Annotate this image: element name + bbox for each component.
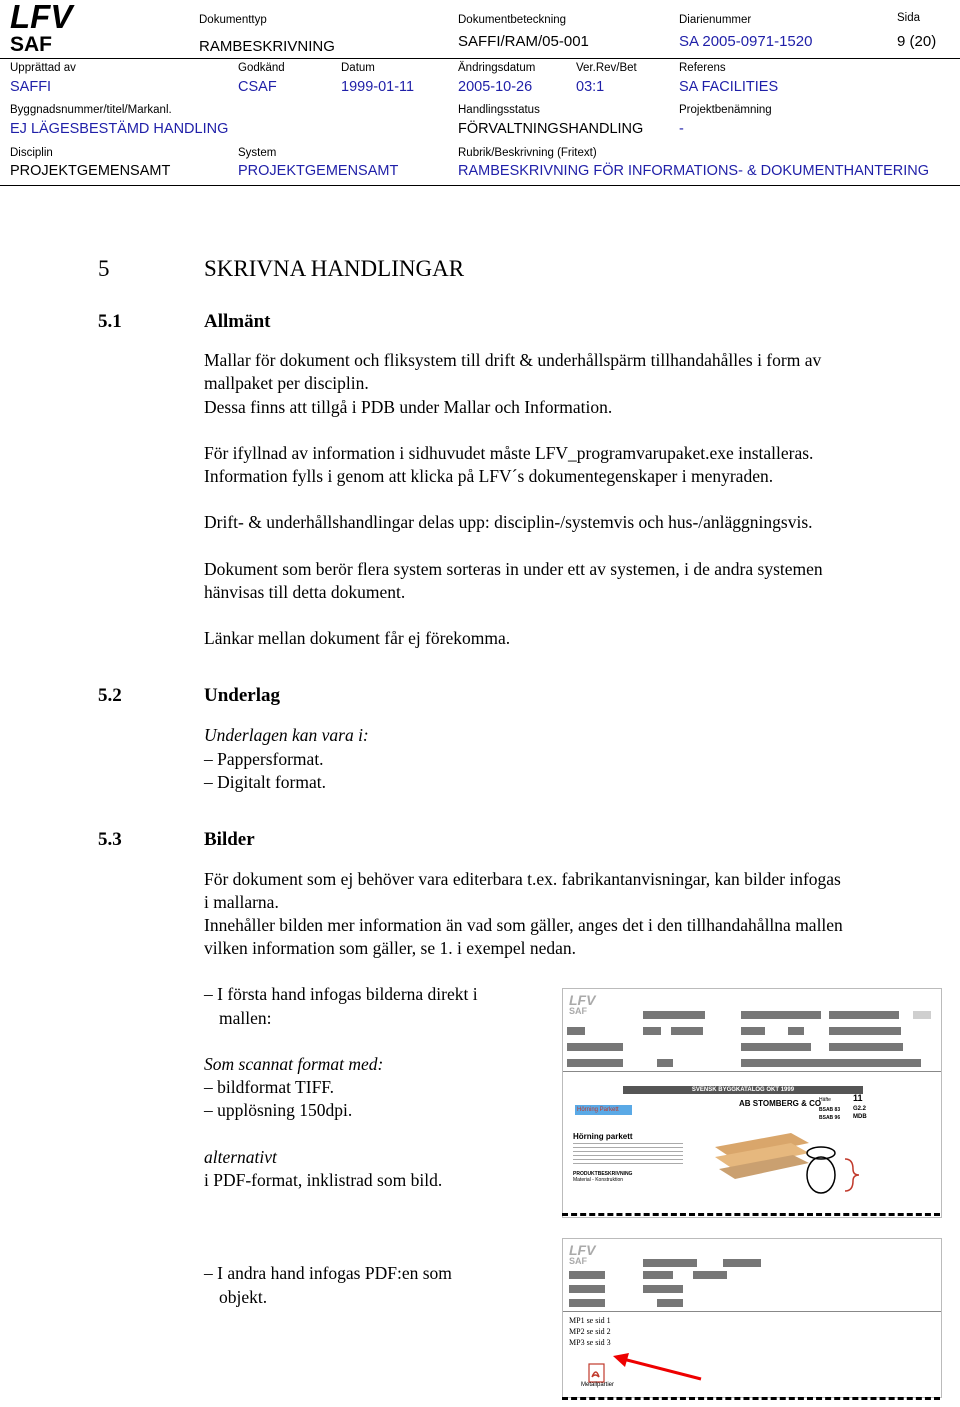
ref-line: MP3 se sid 3 [569,1338,611,1347]
thumb-field [693,1271,727,1279]
ref-line: MP2 se sid 2 [569,1327,611,1336]
thumb-field [829,1043,903,1051]
logo-lfv: LFV [10,0,73,35]
section-title: SKRIVNA HANDLINGAR [204,256,465,281]
subsection-title-allmant: Allmänt [204,311,271,332]
thumb-code1-val: G2.2 [853,1106,867,1112]
thumb-haefte-value: 11 [853,1093,863,1103]
thumb-field [829,1027,901,1035]
template-thumbnail-image [562,988,942,1218]
byggnad-label: Byggnadsnummer/titel/Markanl. [10,104,172,116]
thumb-field [741,1011,821,1019]
thumb-highlight: Hörning Parkett [575,1105,632,1115]
torn-edge [562,1213,940,1216]
thumb-banner: SVENSK BYGGKATALOG OKT 1999 [623,1086,863,1094]
parquet-image [713,1129,813,1184]
rev-value: 03:1 [576,79,605,95]
paragraph-line: För dokument som ej behöver vara editerbara t.ex. fabrikantanvisningar, kan bilder infogas [204,869,841,889]
thumb-field [643,1271,673,1279]
thumb-field [741,1043,811,1051]
thumb-footer-1: PRODUKTBESKRIVNING [573,1171,633,1177]
thumb-field [788,1027,804,1035]
doctype-value: RAMBESKRIVNING [199,38,335,55]
subsection-title-bilder: Bilder [204,829,255,850]
godkand-label: Godkänd [238,62,285,74]
upprattad-label: Upprättad av [10,62,76,74]
thumb-field [741,1027,765,1035]
paragraph-line: Drift- & underhållshandlingar delas upp: disciplin-/systemvis och hus-/anläggningsvis. [204,512,813,532]
paragraph-line: vilken information som gäller, se 1. i exempel nedan. [204,938,577,958]
doctype-label: Dokumenttyp [199,14,267,26]
thumb-code2: BSAB 96 [819,1115,841,1121]
projekt-value: - [679,121,684,137]
docid-value: SAFFI/RAM/05-001 [458,33,589,50]
paragraph-line: Information fylls i genom att klicka på LFV´s dokumentegenskaper i menyraden. [204,466,774,486]
godkand-value: CSAF [238,79,277,95]
thumb-field [567,1027,585,1035]
alt-text: i PDF-format, inklistrad som bild. [204,1170,443,1190]
thumb-field [569,1299,605,1307]
alt-label: alternativt [204,1147,277,1167]
subsection-number-5-3: 5.3 [98,829,122,850]
ref-line: MP1 se sid 1 [569,1316,611,1325]
page-value: 9 (20) [897,33,937,50]
thumb-rule [563,1311,941,1312]
list-item: – upplösning 150dpi. [204,1100,353,1120]
list-item: – I första hand infogas bilderna direkt i [204,984,478,1004]
handling-label: Handlingsstatus [458,104,540,116]
thumb-rule [563,1071,941,1072]
section-number: 5 [98,256,110,281]
thumb-logo: LFV [569,1242,596,1258]
disciplin-label: Disciplin [10,147,53,159]
projekt-label: Projektbenämning [679,104,772,116]
rubrik-value: RAMBESKRIVNING FÖR INFORMATIONS- & DOKUMENTHANTERING [458,163,930,179]
header-rule-2 [0,185,960,186]
thumb-field [643,1011,705,1019]
referens-label: Referens [679,62,726,74]
handling-value: FÖRVALTNINGSHANDLING [458,121,644,137]
torn-edge [562,1397,940,1400]
docid-label: Dokumentbeteckning [458,14,567,26]
subsection-number-5-2: 5.2 [98,685,122,706]
page-label: Sida [897,12,921,24]
thumb-field [657,1059,673,1067]
paragraph-line: Mallar för dokument och fliksystem till drift & underhållspärm tillhandahålles i form av [204,350,822,370]
thumb-field [643,1259,697,1267]
list-item: – bildformat TIFF. [204,1077,335,1097]
datum-value: 1999-01-11 [341,79,415,95]
thumb-field [567,1059,623,1067]
thumb-field [569,1285,605,1293]
thumb-field [913,1011,931,1019]
logo-saf: SAF [10,33,52,56]
disciplin-value: PROJEKTGEMENSAMT [10,163,171,179]
referens-value: SA FACILITIES [679,79,779,95]
thumb-logo: LFV [569,992,596,1008]
paragraph-line: hänvisas till detta dokument. [204,582,406,602]
pdf-icon-label: Metallpartier [581,1382,615,1388]
thumb-body-text [573,1143,683,1165]
header-rule-1 [0,58,960,59]
thumb-field [643,1027,661,1035]
paragraph-line: För ifyllnad av information i sidhuvudet måste LFV_programvarupaket.exe installeras. [204,443,814,463]
scanned-intro: Som scannat format med: [204,1054,384,1074]
thumb-field [671,1027,703,1035]
upprattad-value: SAFFI [10,79,52,95]
list-item: – Pappersformat. [204,749,324,769]
paragraph-line: i mallarna. [204,892,279,912]
thumb-haefte-label: Häfte [819,1097,831,1103]
thumb-logo-sub: SAF [569,1006,587,1016]
andring-label: Ändringsdatum [458,62,536,74]
list-item: – Digitalt format. [204,772,326,792]
list-item-cont: mallen: [219,1008,272,1028]
thumb-field [741,1059,921,1067]
thumb-field [567,1043,623,1051]
paragraph-line: Dokument som berör flera system sorteras in under ett av systemen, i de andra systemen [204,559,823,579]
underlag-intro: Underlagen kan vara i: [204,725,369,745]
paragraph-line: mallpaket per disciplin. [204,373,369,393]
paragraph-line: Länkar mellan dokument får ej förekomma. [204,628,511,648]
thumb-field [569,1271,605,1279]
paragraph-line: Innehåller bilden mer information än vad som gäller, anges det i den tillhandahållna mallen [204,915,843,935]
red-arrow [611,1351,703,1381]
thumb-code2-val: MDB [853,1114,867,1120]
pdf-object-thumbnail [562,1238,942,1398]
rubrik-label: Rubrik/Beskrivning (Fritext) [458,147,597,159]
subsection-title-underlag: Underlag [204,685,280,706]
thumb-field [643,1285,683,1293]
system-value: PROJEKTGEMENSAMT [238,163,399,179]
rev-label: Ver.Rev/Bet [576,62,637,74]
list-item: – I andra hand infogas PDF:en som [204,1263,452,1283]
andring-value: 2005-10-26 [458,79,533,95]
diarie-value: SA 2005-0971-1520 [679,33,813,50]
diarie-label: Diarienummer [679,14,752,26]
datum-label: Datum [341,62,375,74]
pdf-icon[interactable] [587,1363,607,1383]
thumb-product: Hörning parkett [573,1132,633,1141]
thumb-footer-2: Material - Konstruktion [573,1177,624,1183]
list-item-cont: objekt. [219,1287,268,1307]
thumb-field [829,1011,899,1019]
thumb-brand: AB STOMBERG & CO [739,1099,822,1108]
subsection-number-5-1: 5.1 [98,311,122,332]
thumb-field [723,1259,761,1267]
thumb-code1: BSAB 83 [819,1107,841,1113]
paragraph-line: Dessa finns att tillgå i PDB under Mallar och Information. [204,397,613,417]
system-label: System [238,147,277,159]
thumb-field [657,1299,683,1307]
circle-annotation [799,1141,889,1196]
byggnad-value: EJ LÄGESBESTÄMD HANDLING [10,121,229,137]
thumb-logo-sub: SAF [569,1256,587,1266]
